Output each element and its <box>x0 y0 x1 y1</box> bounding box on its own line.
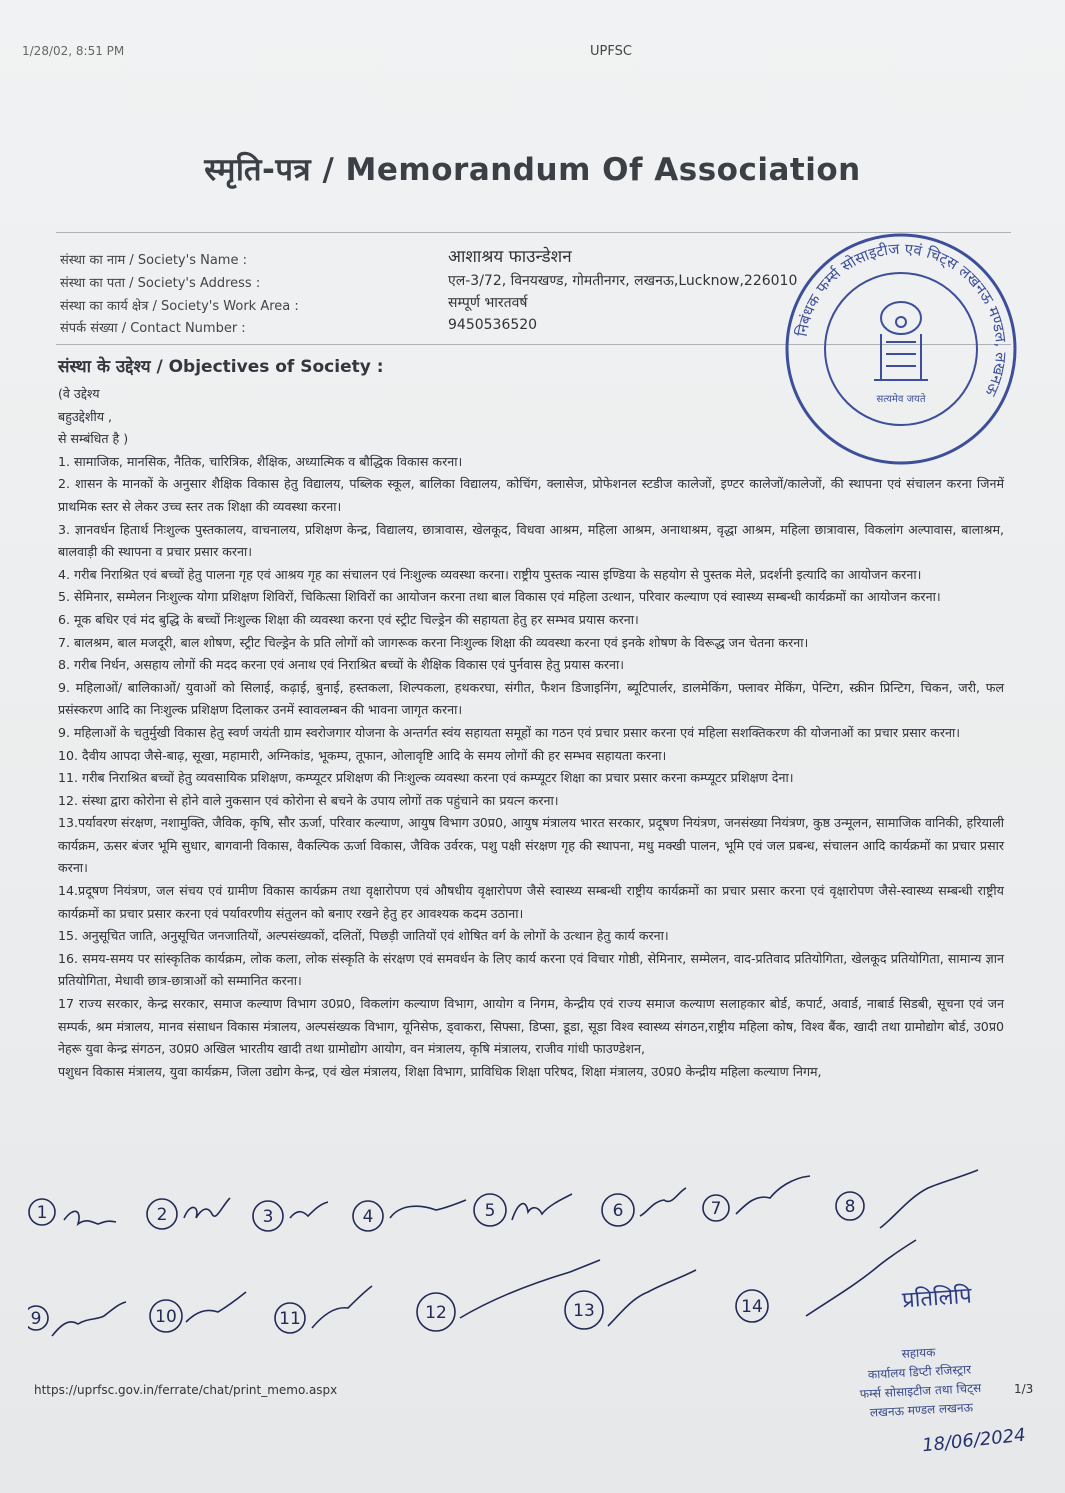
society-work-area-value: सम्पूर्ण भारतवर्ष <box>448 295 528 311</box>
signature-number: 6 <box>612 1201 624 1221</box>
signature-number: 9 <box>30 1309 42 1329</box>
seal-motto: सत्यमेव जयते <box>876 394 926 405</box>
objective-item: 7. बालश्रम, बाल मजदूरी, बाल शोषण, स्ट्रीट चिल्ड्रेन के प्रति लोगों को जागरूक करना निःशुल्क शिक्षा की व्यवस्था करना एवं इनके शोषण के विरूद्ध जन चेतना करना। <box>58 634 809 650</box>
objective-item: से सम्बंधित है ) <box>58 431 129 447</box>
signature-number: 5 <box>484 1201 496 1221</box>
society-work-area-label: संस्था का कार्य क्षेत्र / Society's Work Area : <box>60 299 299 314</box>
objective-item: 3. ज्ञानवर्धन हितार्थ निःशुल्क पुस्तकालय, वाचनालय, प्रशिक्षण केन्द्र, विद्यालय, छात्रावास, खेलकूद, विधवा आश्रम, महिला आश्रम, अनाथाश्रम, वृद्धा आश्रम, महिला छात्रावास, विकलांग अल्पावास, बालाश्रम, बालवाड़ी की स्थापना व प्रचार प्रसार करना। <box>58 521 1004 560</box>
objective-item: 9. महिलाओं के चतुर्मुखी विकास हेतु स्वर्ण जयंती ग्राम स्वरोजगार योजना के अन्तर्गत स्वंय सहायता समूहों का गठन एवं प्रचार प्रसार करना एवं महिला सशक्तिकरण की योजनाओं का प्रचार प्रसार करना। <box>58 724 961 740</box>
signature-number: 1 <box>36 1203 48 1223</box>
objective-item: 15. अनुसूचित जाति, अनुसूचित जनजातियों, अल्पसंख्यकों, दलितों, पिछड़ी जातियों एवं शोषित वर्ग के लोगों के उत्थान हेतु कार्य करना। <box>58 928 669 944</box>
stamp-line: कार्यालय डिप्टी रजिस्ट्रार <box>867 1362 972 1382</box>
objective-item: 4. गरीब निराश्रित एवं बच्चों हेतु पालना गृह एवं आश्रय गृह का संचालन एवं निःशुल्क व्यवस्था करना। राष्ट्रीय पुस्तक न्यास इण्डिया के सहयोग से पुस्तक मेले, प्रदर्शनी इत्यादि का आयोजन करना। <box>58 566 922 582</box>
society-name-label: संस्था का नाम / Society's Name : <box>60 253 247 268</box>
signature-number: 10 <box>155 1307 177 1327</box>
objectives-list <box>58 383 1004 1083</box>
true-copy-label: प्रतिलिपि <box>901 1283 973 1314</box>
signature-number: 8 <box>844 1197 856 1217</box>
footer-url: https://uprfsc.gov.in/ferrate/chat/print_memo.aspx <box>34 1383 338 1397</box>
objective-item: 11. गरीब निराश्रित बच्चों हेतु व्यवसायिक प्रशिक्षण, कम्प्यूटर प्रशिक्षण की निःशुल्क व्यवस्था करना एवं कम्प्यूटर शिक्षा का प्रचार प्रसार करना कम्प्यूटर प्रशिक्षण देना। <box>58 770 794 786</box>
objective-item: (वे उद्देश्य <box>58 386 100 401</box>
objective-item: 16. समय-समय पर सांस्कृतिक कार्यक्रम, लोक कला, लोक संस्कृति के संरक्षण एवं समवर्धन के लिए कार्य करना एवं विचार गोष्ठी, सेमिनार, सम्मेलन, वाद-प्रतिवाद प्रतियोगिता, खेलकूद प्रतियोगिता, सामान्य ज्ञान प्रतियोगिता, मेधावी छात्र-छात्राओं को सम्मानित करना। <box>58 950 1004 989</box>
society-name-value: आशाश्रय फाउन्डेशन <box>448 247 572 267</box>
stamp-line: लखनऊ मण्डल लखनऊ <box>869 1400 974 1420</box>
society-address-label: संस्था का पता / Society's Address : <box>60 276 261 291</box>
society-address-value: एल-3/72, विनयखण्ड, गोमतीनगर, लखनऊ,Lucknow,226010 <box>448 273 798 289</box>
seal-ring-text: निबंधक फर्म्स सोसाइटीज एवं चिट्स लखनऊ मण्डल, लखनऊ <box>792 239 1011 399</box>
print-site-name: UPFSC <box>590 44 632 59</box>
objective-item: 17 राज्य सरकार, केन्द्र सरकार, समाज कल्याण विभाग उ0प्र0, विकलांग कल्याण विभाग, आयोग व निगम, केन्द्रीय एवं राज्य समाज कल्याण सलाहकार बोर्ड, कपार्ट, अवार्ड, नाबार्ड सिडबी, सूचना एवं जन सम्पर्क, श्रम मंत्रालय, मानव संसाधन विकास मंत्रालय, अल्पसंख्यक विभाग, यूनिसेफ, ड्वाकरा, सिफ्सा, डिप्सा, डूडा, सूडा विश्व स्वास्थ्य संगठन,राष्ट्रीय महिला कोष, विश्व बैंक, खादी तथा ग्रामोद्योग बोर्ड, उ0प्र0 नेहरू युवा केन्द्र संगठन, उ0प्र0 अखिल भारतीय खादी तथा ग्रामोद्योग आयोग, वन मंत्रालय, कृषि मंत्रालय, राजीव गांधी फाउण्डेशन, <box>58 996 1004 1057</box>
page-number: 1/3 <box>1014 1382 1034 1396</box>
objective-item: 6. मूक बधिर एवं मंद बुद्धि के बच्चों निःशुल्क शिक्षा की व्यवस्था करना एवं स्ट्रीट चिल्ड्रेन की सहायता हेतु हर सम्भव प्रयास करना। <box>58 611 639 627</box>
society-contact-label: संपर्क संख्या / Contact Number : <box>60 321 246 336</box>
page-title: स्मृति-पत्र / Memorandum Of Association <box>204 152 861 188</box>
print-timestamp: 1/28/02, 8:51 PM <box>22 44 125 58</box>
stamp-date: 18/06/2024 <box>921 1424 1027 1457</box>
objective-item: बहुउद्देशीय , <box>58 408 113 424</box>
signature-number: 3 <box>262 1207 274 1227</box>
society-contact-value: 9450536520 <box>448 317 538 333</box>
stamp-line: सहायक <box>901 1345 936 1361</box>
stamp-line: फर्म्स सोसाइटीज तथा चिट्स <box>859 1380 982 1402</box>
signature-number: 14 <box>741 1297 763 1317</box>
objective-item: 12. संस्था द्वारा कोरोना से होने वाले नुकसान एवं कोरोना से बचने के उपाय लोगों तक पहुंचाने का प्रयत्न करना। <box>58 792 559 808</box>
signature-number: 4 <box>362 1207 374 1227</box>
objective-item: 10. दैवीय आपदा जैसे-बाढ़, सूखा, महामारी, अग्निकांड, भूकम्प, तूफान, ओलावृष्टि आदि के समय लोगों की हर सम्भव सहायता करना। <box>58 747 667 763</box>
signature-number: 7 <box>710 1199 722 1219</box>
registrar-stamp <box>818 1339 1022 1425</box>
signature-number: 13 <box>573 1301 595 1321</box>
objectives-heading: संस्था के उद्देश्य / Objectives of Society : <box>58 357 384 377</box>
objective-item: 9. महिलाओं/ बालिकाओं/ युवाओं को सिलाई, कढ़ाई, बुनाई, हस्तकला, शिल्पकला, हथकरघा, संगीत, फैशन डिजाइनिंग, ब्यूटिपार्लर, डालमेकिंग, फ्लावर मेकिंग, पेन्टिग, स्क्रीन प्रिन्टिग, चिकन, जरी, फल प्रसंस्करण आदि का निःशुल्क प्रशिक्षण दिलाकर उनमें स्वावलम्बन की भावना जागृत करना। <box>58 679 1004 718</box>
objective-item: 1. सामाजिक, मानसिक, नैतिक, चारित्रिक, शैक्षिक, अध्यात्मिक व बौद्धिक विकास करना। <box>58 453 463 469</box>
member-signatures <box>28 1168 1028 1368</box>
objective-item: 8. गरीब निर्धन, असहाय लोगों की मदद करना एवं अनाथ एवं निराश्रित बच्चों के शैक्षिक विकास एवं पुर्नवास हेतु प्रयास करना। <box>58 657 625 673</box>
objective-item: 13.पर्यावरण संरक्षण, नशामुक्ति, जैविक, कृषि, सौर ऊर्जा, परिवार कल्याण, आयुष विभाग उ0प्र0, आयुष मंत्रालय भारत सरकार, प्रदूषण नियंत्रण, जनसंख्या नियंत्रण, कुष्ठ उन्मूलन, सामाजिक वानिकी, हरियाली कार्यक्रम, ऊसर बंजर भूमि सुधार, बागवानी विकास, वैकल्पिक ऊर्जा विकास, जैविक उर्वरक, पशु पक्षी संरक्षण गृह की स्थापना, मधु मक्खी पालन, भूमि एवं जल प्रबन्ध, संचालन आदि कार्यक्रमों का प्रचार प्रसार करना। <box>58 815 1004 876</box>
signature-number: 12 <box>425 1303 447 1323</box>
emblem-icon <box>874 302 928 380</box>
objective-item: 5. सेमिनार, सम्मेलन निःशुल्क योगा प्रशिक्षण शिविरों, चिकित्सा शिविरों का आयोजन करना तथा बाल विकास एवं महिला उत्थान, परिवार कल्याण एवं स्वास्थ्य सम्बन्धी कार्यक्रमों का आयोजन करना। <box>58 589 941 605</box>
objective-item: 2. शासन के मानकों के अनुसार शैक्षिक विकास हेतु विद्यालय, पब्लिक स्कूल, बालिका विद्यालय, कोचिंग, क्लासेज, प्रोफेशनल स्टडीज कालेजों, इण्टर कालेजों/कालेजों, की स्थापना एवं संचालन करना जिनमें प्राथमिक स्तर से लेकर उच्च स्तर तक शिक्षा की व्यवस्था करना। <box>58 476 1004 514</box>
signature-number: 2 <box>156 1205 168 1225</box>
objective-item: 14.प्रदूषण नियंत्रण, जल संचय एवं ग्रामीण विकास कार्यक्रम तथा वृक्षारोपण एवं औषधीय वृक्षारोपण जैसे स्वास्थ्य सम्बन्धी राष्ट्रीय कार्यक्रमों का प्रचार प्रसार करना एवं वृक्षारोपण जैसे-स्वास्थ्य सम्बन्धी राष्ट्रीय कार्यक्रमों का प्रचार प्रसार करना एवं पर्यावरणीय संतुलन को बनाए रखने हेतु हर आवश्यक कदम उठाना। <box>58 883 1004 921</box>
signature-number: 11 <box>279 1309 301 1329</box>
objective-item: पशुधन विकास मंत्रालय, युवा कार्यक्रम, जिला उद्योग केन्द्र, एवं खेल मंत्रालय, शिक्षा विभाग, प्राविधिक शिक्षा परिषद, शिक्षा मंत्रालय, उ0प्र0 केन्द्रीय महिला कल्याण निगम, <box>58 1063 822 1079</box>
